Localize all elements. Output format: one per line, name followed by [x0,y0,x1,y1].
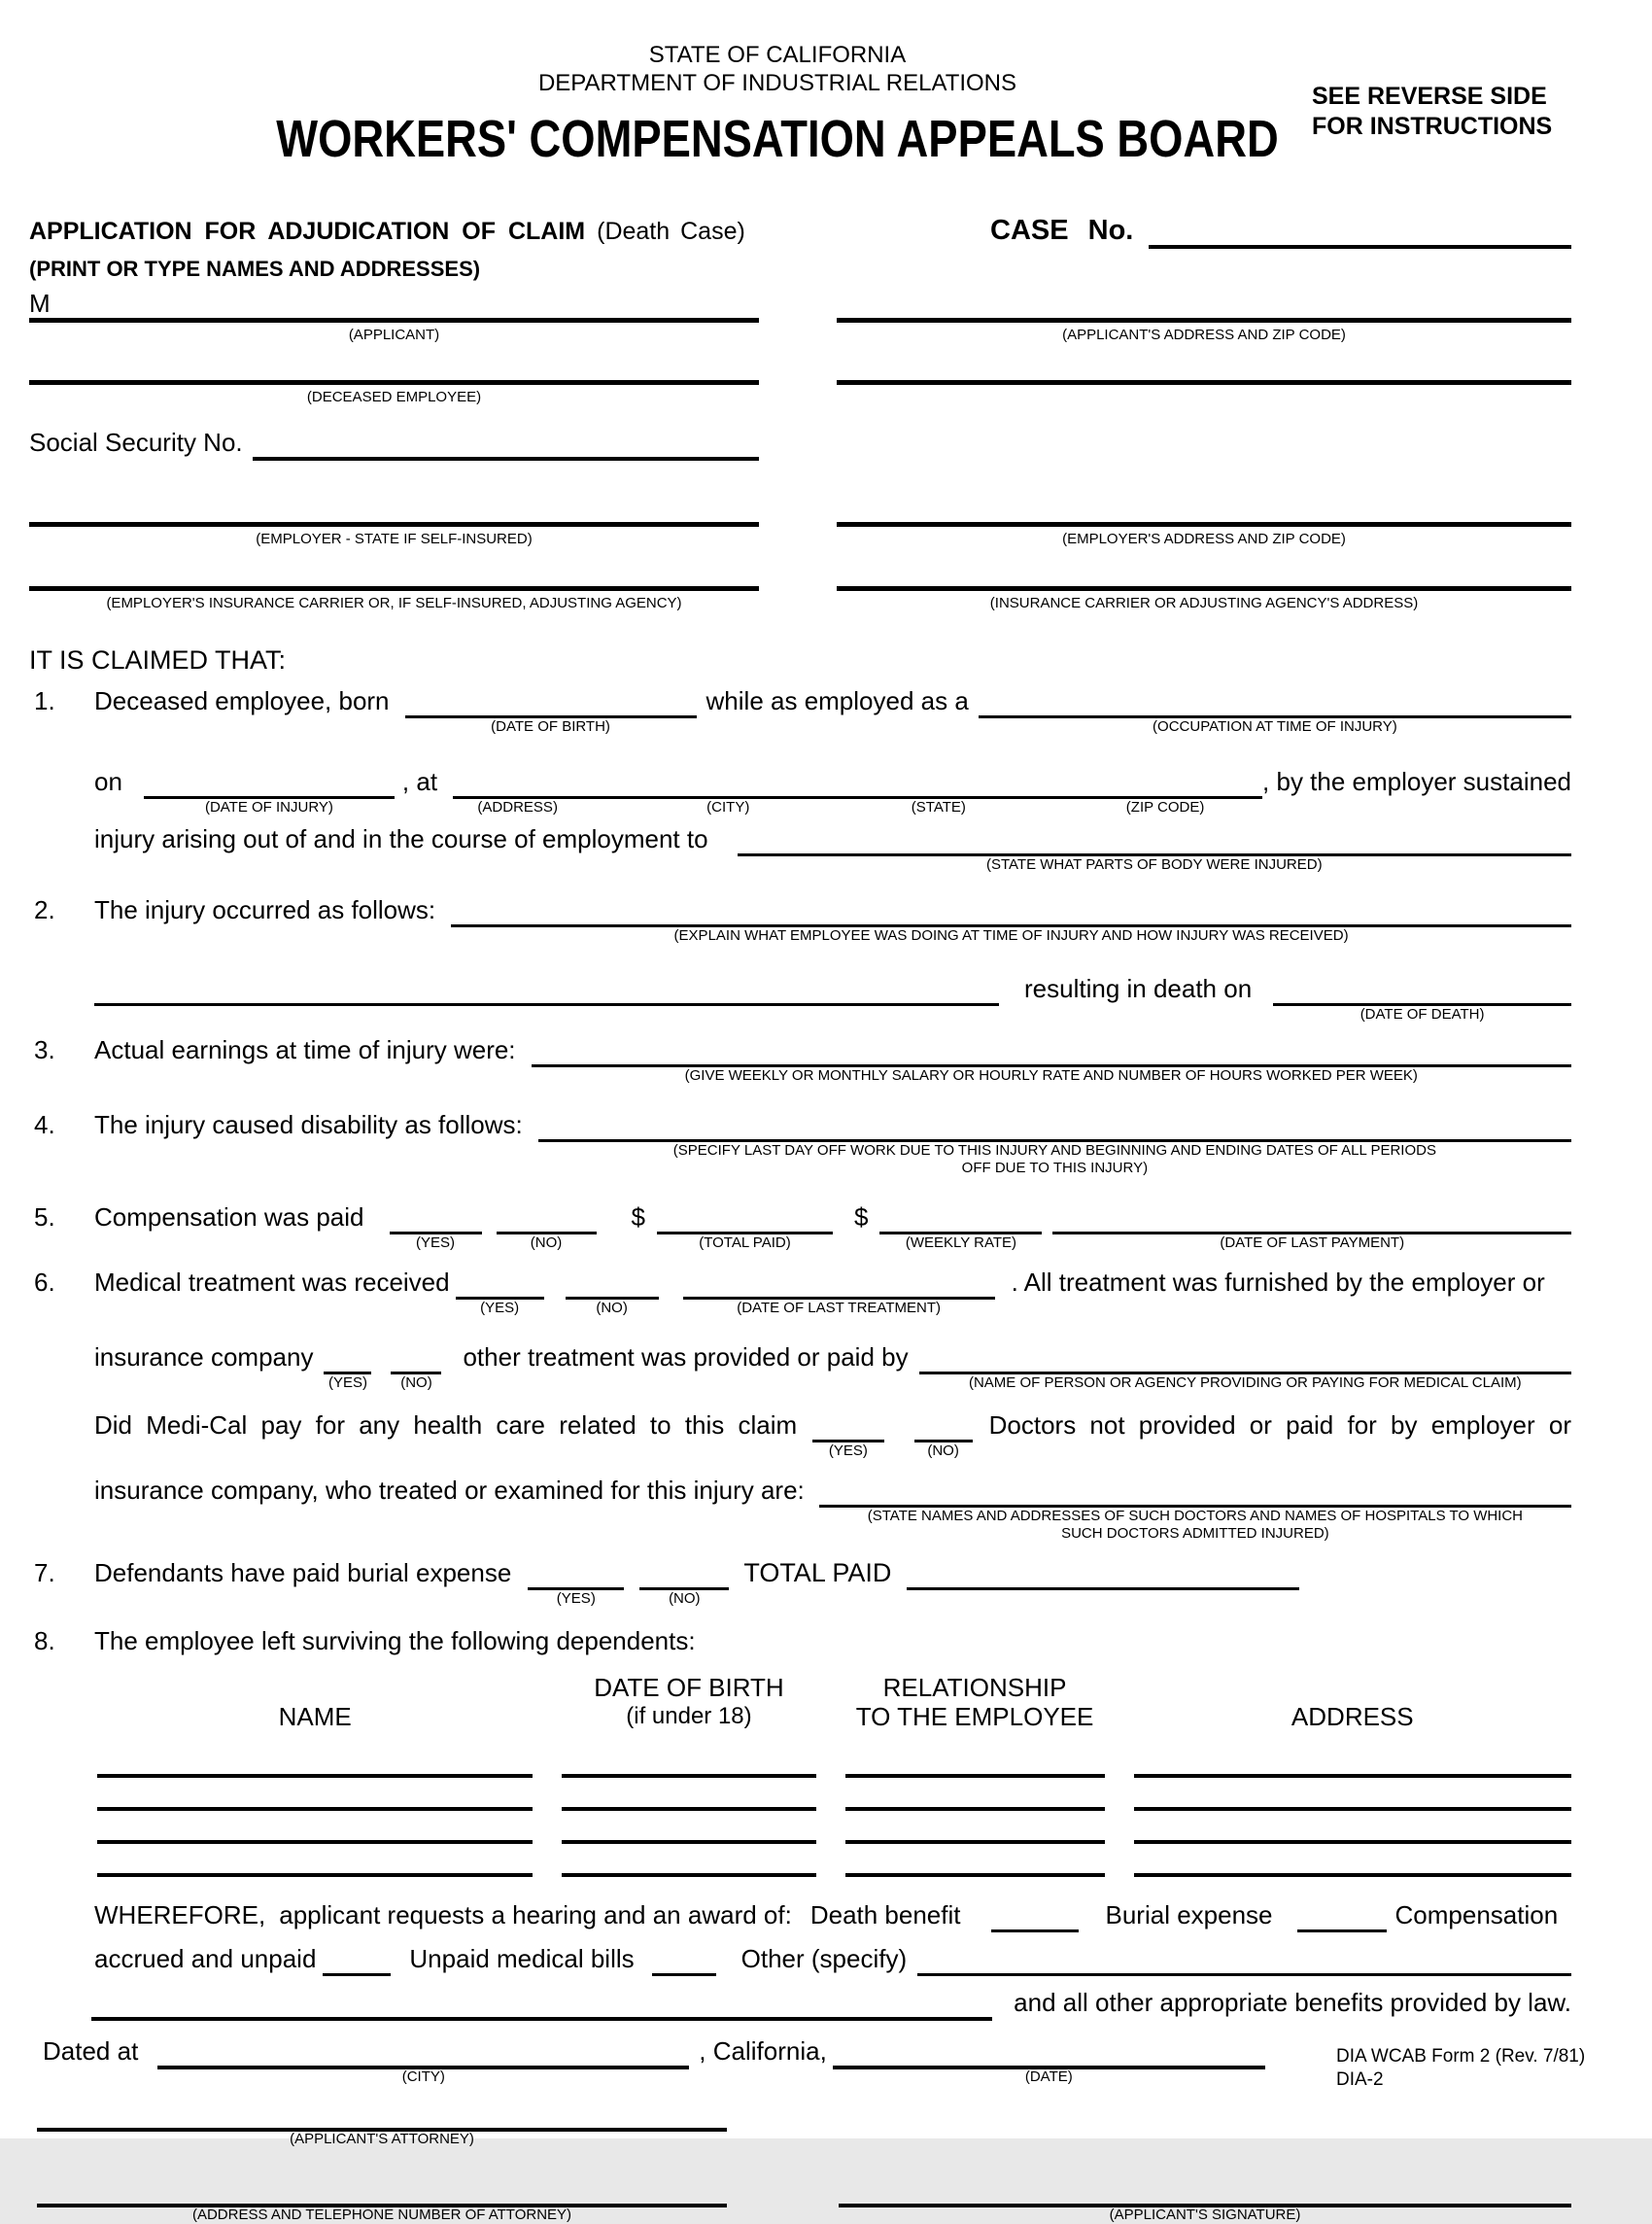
item-8-number: 8. [34,1626,55,1655]
form-number: DIA WCAB Form 2 (Rev. 7/81) [1336,2046,1586,2067]
item-4-line-1 [94,1110,1571,1176]
applicant-name-input[interactable] [29,286,759,323]
department-line: DEPARTMENT OF INDUSTRIAL RELATIONS [537,70,1017,96]
dependents-header-rel-line1: RELATIONSHIP [882,1673,1067,1702]
dependent-row-2 [97,1778,1571,1811]
date-of-birth-input[interactable] [405,686,697,735]
dependent-3-relationship-input[interactable] [845,1811,1105,1844]
item-6-line-1 [94,1268,1571,1316]
injury-explain-label: (EXPLAIN WHAT EMPLOYEE WAS DOING AT TIME OF INJURY AND HOW INJURY WAS RECEIVED) [673,927,1349,944]
item-3-text: Actual earnings at time of injury were: [94,1035,516,1064]
item-6-line-2 [94,1342,1571,1391]
item-8-line-1 [94,1626,1571,1655]
dependent-3-dob-input[interactable] [562,1811,815,1844]
injury-description-cont-input[interactable] [94,974,999,1006]
california-text: , California, [699,2036,827,2066]
attorney-name-label: (APPLICANT'S ATTORNEY) [290,2131,474,2147]
other-specify-text: Other (specify) [740,1944,908,1973]
dependent-4-relationship-input[interactable] [845,1844,1105,1877]
state-line: STATE OF CALIFORNIA [648,42,907,68]
burial-no-input[interactable] [639,1558,729,1607]
dependents-header-dob-line2: (if under 18) [626,1703,752,1729]
signature-row [37,2174,1571,2223]
comp-accrued-input[interactable] [323,1944,391,1976]
dependent-row-4 [97,1844,1571,1877]
item-7-number: 7. [34,1558,55,1587]
ssn-label: Social Security No. [29,428,243,457]
item-1-line-2 [94,767,1571,816]
item-1-text-at: , at [401,767,438,796]
doctors-input[interactable] [819,1476,1571,1542]
doctors-label [868,1508,1523,1543]
treatment-yes-input[interactable] [456,1268,544,1316]
treatment-no-input[interactable] [566,1268,659,1316]
item-2-text-death: resulting in death on [1024,974,1253,1003]
carrier-label: (EMPLOYER'S INSURANCE CARRIER OR, IF SELF-INSURED, ADJUSTING AGENCY) [106,595,682,611]
dependent-3-name-input[interactable] [97,1811,533,1844]
dependent-4-dob-input[interactable] [562,1844,815,1877]
item-5 [29,1202,1571,1251]
burial-total-input[interactable] [907,1558,1299,1590]
employer-address-label: (EMPLOYER'S ADDRESS AND ZIP CODE) [1062,531,1346,547]
disability-label-line1: (SPECIFY LAST DAY OFF WORK DUE TO THIS INJURY AND BEGINNING AND ENDING DATES OF ALL PERIODS [672,1142,1436,1159]
dependent-4-address-input[interactable] [1134,1844,1571,1877]
wherefore-section [29,1900,1571,2021]
case-no-label: CASE No. [990,215,1134,246]
dependent-2-address-input[interactable] [1134,1778,1571,1811]
ssn-input[interactable] [253,428,759,461]
item-1-line-3 [94,824,1571,873]
item-1-text-employed: while as employed as a [706,686,969,715]
burial-yes-input[interactable] [528,1558,624,1607]
attorney-name-input[interactable] [37,2099,727,2147]
burial-yes-label: (YES) [556,1590,596,1607]
injury-zip-label: (ZIP CODE) [1125,799,1205,816]
burial-no-label: (NO) [669,1590,701,1607]
total-paid-label: (TOTAL PAID) [699,1234,791,1251]
disability-label [673,1142,1436,1177]
dependent-1-dob-input[interactable] [562,1745,815,1778]
dependent-2-relationship-input[interactable] [845,1778,1105,1811]
last-payment-date-input[interactable] [1052,1202,1571,1251]
empty-label [837,389,1571,406]
item-3 [29,1035,1571,1084]
applicant-row [29,286,1571,344]
unpaid-medical-input[interactable] [652,1944,716,1976]
employer-input[interactable] [29,490,759,527]
employer-label: (EMPLOYER - STATE IF SELF-INSURED) [256,531,533,547]
applicant-signature-input[interactable] [839,2174,1571,2223]
applicant-signature-label: (APPLICANT'S SIGNATURE) [1109,2207,1301,2223]
applicant-address-line2-input[interactable] [837,348,1571,385]
applicant-label: (APPLICANT) [348,327,440,343]
application-case-row [29,216,1571,249]
deceased-row [29,348,1571,406]
item-4 [29,1110,1571,1176]
wherefore-line-3 [94,1988,1571,2021]
item-5-line-1 [94,1202,1571,1251]
injury-address-label: (ADDRESS) [477,799,558,816]
item-7-text: Defendants have paid burial expense [94,1558,512,1587]
date-of-death-input[interactable] [1273,974,1571,1023]
item-8-text: The employee left surviving the following dependents: [94,1626,696,1655]
item-5-text: Compensation was paid [94,1202,364,1232]
application-title: APPLICATION FOR ADJUDICATION OF CLAIM [29,218,586,245]
applicant-address-cell [837,286,1571,344]
item-2 [29,895,1571,1023]
comp-paid-yes-input[interactable] [390,1202,482,1251]
item-2-line-1 [94,895,1571,944]
dependents-header-relationship [845,1673,1105,1731]
medical-yes-label: (YES) [828,1442,868,1459]
dated-at-text: Dated at [43,2036,139,2066]
carrier-address-label: (INSURANCE CARRIER OR ADJUSTING AGENCY'S ADDRESS) [989,595,1419,611]
medical-no-input[interactable] [914,1410,973,1459]
item-2-text: The injury occurred as follows: [94,895,436,924]
unpaid-medical-text: Unpaid medical bills [409,1944,635,1973]
item-6-line-4 [94,1476,1571,1542]
reverse-side-note [1312,82,1552,142]
occupation-label: (OCCUPATION AT TIME OF INJURY) [1153,718,1397,735]
earnings-label: (GIVE WEEKLY OR MONTHLY SALARY OR HOURLY RATE AND NUMBER OF HOURS WORKED PER WEEK) [684,1067,1418,1084]
wherefore-line-1 [94,1900,1571,1932]
dependents-header-address: ADDRESS [1291,1702,1414,1731]
item-1-text-injury: injury arising out of and in the course of employment to [94,824,708,853]
dependent-1-address-input[interactable] [1134,1745,1571,1778]
dependents-table-header [97,1673,1571,1731]
item-1 [29,686,1571,873]
treatment-no-label: (NO) [596,1300,628,1316]
date-of-injury-input[interactable] [144,767,395,816]
item-6-number: 6. [34,1268,55,1297]
item-1-text-on: on [94,767,122,796]
item-6-text-furnished: . All treatment was furnished by the employer or [1011,1268,1545,1297]
applicant-name-value: M [29,289,51,318]
dependents-header-name: NAME [278,1702,352,1731]
employer-address-input[interactable] [837,490,1571,527]
item-6-line-3 [94,1410,1571,1459]
attorney-address-label: (ADDRESS AND TELEPHONE NUMBER OF ATTORNEY) [191,2207,572,2223]
applicant-address-label: (APPLICANT'S ADDRESS AND ZIP CODE) [1062,327,1346,343]
dependent-3-address-input[interactable] [1134,1811,1571,1844]
item-6-text-other: other treatment was provided or paid by [463,1342,909,1372]
other-specify-input[interactable] [917,1944,1571,1976]
compensation-text: Compensation [1394,1900,1559,1929]
form-code: DIA-2 [1336,2069,1384,2090]
date-of-injury-label: (DATE OF INJURY) [204,799,333,816]
case-no-input[interactable] [1149,216,1571,249]
date-of-death-label: (DATE OF DEATH) [1359,1006,1485,1023]
item-4-text: The injury caused disability as follows: [94,1110,523,1139]
reverse-side-note-line1: SEE REVERSE SIDE [1312,83,1547,110]
deceased-address-cell [837,348,1571,406]
doctors-label-line2: SUCH DOCTORS ADMITTED INJURED) [1061,1525,1329,1542]
dependent-2-name-input[interactable] [97,1778,533,1811]
employer-row [29,490,1571,548]
ins-co-no-input[interactable] [391,1342,441,1391]
medical-no-label: (NO) [927,1442,959,1459]
dependents-header-dob [562,1673,815,1731]
weekly-rate-label: (WEEKLY RATE) [905,1234,1017,1251]
deceased-cell [29,348,759,406]
dependent-row-3 [97,1811,1571,1844]
applicant-address-input[interactable] [837,286,1571,323]
item-1-text-born: Deceased employee, born [94,686,390,715]
dollar-sign-2: $ [853,1202,869,1232]
carrier-input[interactable] [29,562,759,591]
comp-paid-no-input[interactable] [497,1202,597,1251]
dated-date-label: (DATE) [1024,2068,1073,2085]
item-2-number: 2. [34,895,55,924]
form-footer [1336,2045,1585,2092]
body-parts-label: (STATE WHAT PARTS OF BODY WERE INJURED) [985,856,1323,873]
item-7 [29,1558,1571,1607]
last-treatment-date-input[interactable] [683,1268,995,1316]
item-6 [29,1268,1571,1542]
body-parts-input[interactable] [738,824,1571,873]
deceased-employee-input[interactable] [29,348,759,385]
treatment-yes-label: (YES) [480,1300,520,1316]
dated-city-label: (CITY) [401,2068,445,2085]
item-3-line-1 [94,1035,1571,1084]
provider-label: (NAME OF PERSON OR AGENCY PROVIDING OR PAYING FOR MEDICAL CLAIM) [968,1374,1522,1391]
comp-paid-yes-label: (YES) [415,1234,456,1251]
case-number-block [847,216,1571,249]
item-1-text-sustained: , by the employer sustained [1262,767,1571,796]
item-6-text-treated: insurance company, who treated or examined for this injury are: [94,1476,805,1505]
deceased-employee-label: (DECEASED EMPLOYEE) [306,389,482,405]
dependent-1-name-input[interactable] [97,1745,533,1778]
item-5-number: 5. [34,1202,55,1232]
dependent-2-dob-input[interactable] [562,1778,815,1811]
total-paid-input[interactable] [657,1202,833,1251]
dependent-1-relationship-input[interactable] [845,1745,1105,1778]
burial-expense-input[interactable] [1297,1900,1387,1932]
wherefore-line-2 [94,1944,1571,1976]
item-8 [29,1626,1571,1655]
ins-co-yes-label: (YES) [327,1374,367,1391]
item-1-line-1 [94,686,1571,735]
applicant-cell [29,286,759,344]
medical-yes-input[interactable] [812,1410,883,1459]
item-6-text-insurance: insurance company [94,1342,314,1372]
wherefore-text: WHEREFORE, [94,1900,266,1929]
dependents-table [97,1673,1571,1877]
item-6-text-received: Medical treatment was received [94,1268,450,1297]
employer-address-cell [837,490,1571,548]
item-1-number: 1. [34,686,55,715]
attorney-address-input[interactable] [37,2174,727,2223]
last-payment-date-label: (DATE OF LAST PAYMENT) [1220,1234,1405,1251]
date-of-birth-label: (DATE OF BIRTH) [491,718,610,735]
occupation-input[interactable] [979,686,1571,735]
carrier-row [29,562,1571,612]
item-2-line-2 [94,974,1571,1023]
dependents-header-rel-line2: TO THE EMPLOYEE [855,1702,1094,1731]
ins-co-no-label: (NO) [400,1374,432,1391]
dated-date-input[interactable] [833,2036,1265,2085]
employer-cell [29,490,759,548]
injury-description-input[interactable] [451,895,1571,944]
injury-city-label: (CITY) [706,799,750,816]
comp-paid-no-label: (NO) [530,1234,563,1251]
injury-address-input[interactable] [453,767,1262,816]
claimed-heading: IT IS CLAIMED THAT: [29,645,287,675]
benefits-text: and all other appropriate benefits provided by law. [1014,1988,1571,2017]
dollar-sign-1: $ [631,1202,645,1232]
earnings-input[interactable] [532,1035,1571,1084]
carrier-address-input[interactable] [837,562,1571,591]
dependent-4-name-input[interactable] [97,1844,533,1877]
burial-expense-text: Burial expense [1105,1900,1273,1929]
item-6-text-doctors: Doctors not provided or paid for by employer or [988,1410,1571,1440]
item-7-line-1 [94,1558,1571,1607]
weekly-rate-input[interactable] [879,1202,1042,1251]
item-6-text-medical: Did Medi-Cal pay for any health care related to this claim [94,1410,798,1440]
other-specify-cont-input[interactable] [91,1988,992,2021]
dependents-header-dob-line1: DATE OF BIRTH [594,1673,784,1702]
attorney-row [37,2099,1571,2147]
death-case-label: (Death Case) [597,218,745,245]
ins-co-yes-input[interactable] [324,1342,371,1391]
accrued-text: accrued and unpaid [94,1944,317,1973]
doctors-label-line1: (STATE NAMES AND ADDRESSES OF SUCH DOCTORS AND NAMES OF HOSPITALS TO WHICH [867,1508,1524,1524]
form-title: WORKERS' COMPENSATION APPEALS BOARD [276,110,1279,168]
carrier-address-cell [837,562,1571,612]
disability-input[interactable] [538,1110,1571,1176]
burial-total-paid-label: TOTAL PAID [743,1558,892,1587]
item-4-number: 4. [34,1110,55,1139]
last-treatment-date-label: (DATE OF LAST TREATMENT) [737,1300,941,1316]
provider-input[interactable] [919,1342,1571,1391]
carrier-cell [29,562,759,612]
death-benefit-input[interactable] [991,1900,1079,1932]
item-3-number: 3. [34,1035,55,1064]
dated-city-input[interactable] [157,2036,689,2085]
disability-label-line2: OFF DUE TO THIS INJURY) [961,1160,1149,1176]
wherefore-request-text: applicant requests a hearing and an award of: [279,1900,792,1929]
ssn-row [29,428,759,461]
header [29,41,1526,167]
reverse-side-note-line2: FOR INSTRUCTIONS [1312,113,1553,140]
injury-state-label: (STATE) [911,799,966,816]
death-benefit-text: Death benefit [809,1900,961,1929]
dependent-row-1 [97,1745,1571,1778]
print-note: (PRINT OR TYPE NAMES AND ADDRESSES) [29,257,481,281]
